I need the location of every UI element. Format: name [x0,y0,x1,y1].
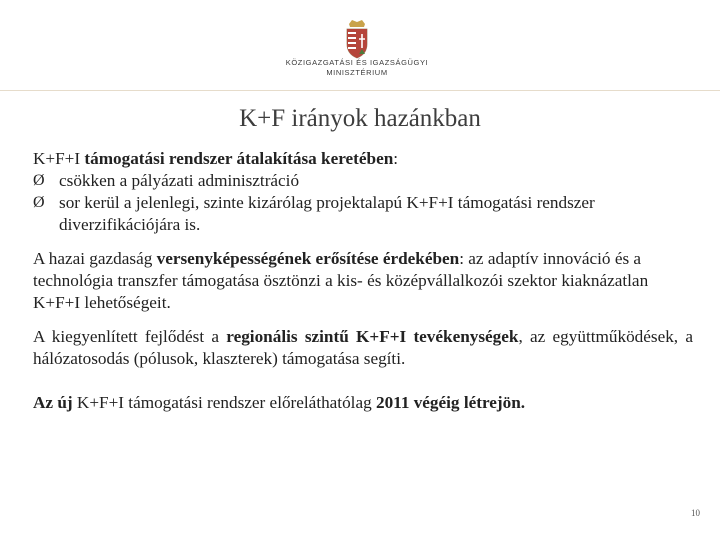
intro-text-bold: támogatási rendszer átalakítása keretében [84,149,394,168]
conclusion-paragraph [33,392,693,414]
ministry-name-line2: MINISZTÉRIUM [326,68,388,77]
ministry-name [240,58,474,78]
regional-paragraph [33,326,693,370]
competitiveness-paragraph [33,248,693,314]
arrow-bullet-icon: Ø [33,172,45,189]
bullet-text: csökken a pályázati adminisztráció [59,171,300,190]
para3-text-bold: regionális szintű K+F+I tevékenységek [226,327,519,346]
arrow-bullet-icon: Ø [33,194,45,211]
hungarian-coat-of-arms-icon [342,18,372,60]
para4-text-c: 2011 végéig létrejön. [375,393,526,412]
para2-text-bold: versenyképességének erősítése érdekében [156,249,460,268]
bullet-text: sor kerül a jelenlegi, szinte kizárólag projektalapú K+F+I támogatási rendszer diverzifikációjára is. [59,193,595,234]
para4-text-b: K+F+I támogatási rendszer előreláthatólag [76,393,376,412]
page-number: 10 [691,508,700,518]
para2-text-c: : az adaptív innováció és a technológia transzfer támogatása ösztönzi a kis- és középvállalkozói szektor kiaknázatlan K+F+I lehetőségeit. [33,249,649,312]
para2-text-a: A hazai gazdaság [33,249,157,268]
bullet-list [33,170,693,236]
list-item [33,192,693,236]
para3-text-a: A kiegyenlített fejlődést a [33,327,227,346]
slide-title: K+F irányok hazánkban [239,105,481,132]
slide-body [33,148,693,414]
intro-text-a: K+F+I [33,149,85,168]
header-divider [0,90,720,91]
list-item [33,170,693,192]
header [0,0,720,92]
para4-text-a: Az új [33,393,77,412]
intro-text-c: : [393,149,399,168]
intro-paragraph [33,148,693,170]
ministry-name-line1: KÖZIGAZGATÁSI ÉS IGAZSÁGÜGYI [285,58,429,67]
para3-text-c: , az együttműködések, a hálózatosodás (pólusok, klaszterek) támogatása segíti. [33,327,693,368]
